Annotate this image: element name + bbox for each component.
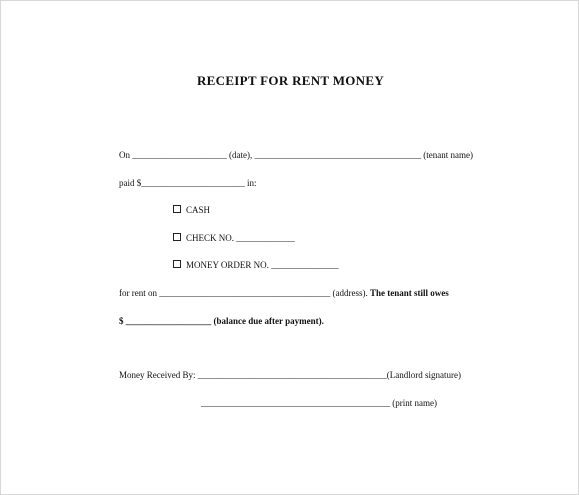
- landlord-signature-blank: __________________________________________: [197, 370, 387, 380]
- paid-amount-blank: _______________________: [141, 178, 245, 188]
- money-order-label: MONEY ORDER NO.: [186, 260, 269, 270]
- row-paid-amount: [119, 177, 257, 189]
- row-money-received: [119, 369, 461, 381]
- date-blank: _____________________: [132, 150, 227, 160]
- address-blank: ______________________________________: [159, 288, 331, 298]
- check-label: CHECK NO.: [186, 233, 235, 243]
- tenant-name-hint: (tenant name): [423, 150, 473, 160]
- check-number-blank: _____________: [236, 233, 295, 243]
- page-title: RECEIPT FOR RENT MONEY: [196, 73, 385, 88]
- cash-label: CASH: [186, 205, 211, 215]
- row-rent-address: [119, 287, 449, 299]
- tenant-owes-text: The tenant still owes: [370, 288, 449, 298]
- rent-on-label: for rent on: [119, 288, 157, 298]
- address-hint: (address).: [332, 288, 368, 298]
- paid-in-label: in:: [247, 178, 257, 188]
- print-name-blank: __________________________________________: [201, 398, 390, 408]
- date-hint: (date),: [229, 150, 253, 160]
- paid-label: paid $: [119, 178, 142, 188]
- row-print-name: [201, 397, 437, 409]
- checkbox-icon: [173, 260, 181, 268]
- money-order-number-blank: _______________: [271, 260, 339, 270]
- option-money-order: [173, 259, 339, 271]
- row-date-tenant: [119, 149, 473, 161]
- option-check: [173, 232, 295, 244]
- landlord-signature-hint: (Landlord signature): [386, 370, 461, 380]
- option-cash: [173, 204, 210, 216]
- balance-blank: ___________________: [125, 316, 212, 326]
- print-name-hint: (print name): [392, 398, 437, 408]
- money-received-label: Money Received By:: [119, 370, 196, 380]
- tenant-name-blank: _____________________________________: [254, 150, 421, 160]
- dollar-sign: $: [119, 316, 124, 326]
- checkbox-icon: [173, 205, 181, 213]
- balance-due-text: (balance due after payment).: [213, 316, 324, 326]
- checkbox-icon: [173, 233, 181, 241]
- on-label: On: [119, 150, 130, 160]
- row-balance: [119, 315, 324, 327]
